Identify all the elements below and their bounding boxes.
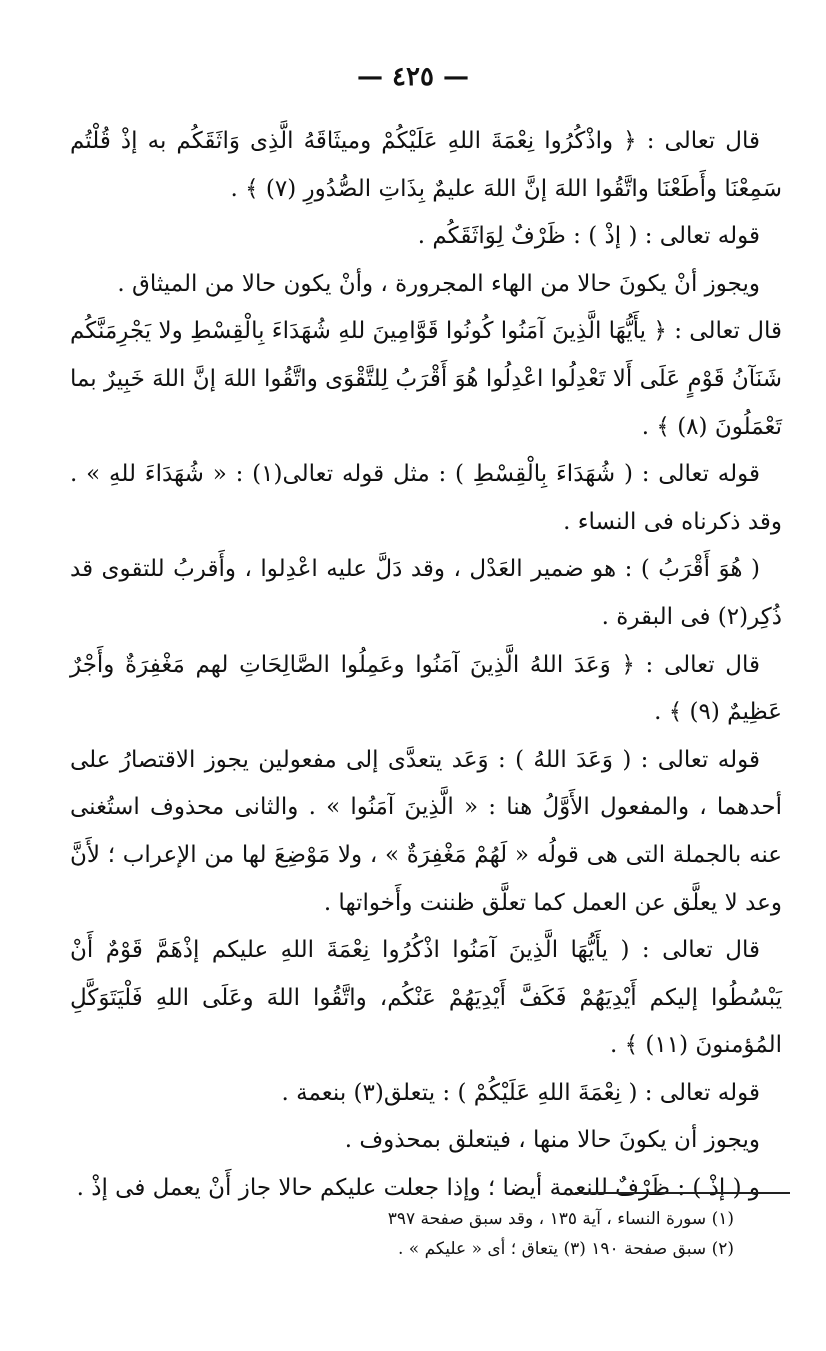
footnotes <box>214 1204 734 1264</box>
paragraph-commentary: قوله تعالى : ( نِعْمَةَ اللهِ عَلَيْكُمْ ) : يتعلق(٣) بنعمة . <box>281 1079 760 1106</box>
paragraph-verse-9: قال تعالى : ﴿ وَعَدَ اللهُ الَّذِينَ آمَنُوا وعَمِلُوا الصَّالِحَاتِ لهم مَغْفِرَةٌ وأَجْرٌ عَظِيمٌ (٩) ﴾ . <box>70 651 782 726</box>
footnote: (١) سورة النساء ، آية ١٣٥ ، وقد سبق صفحة ٣٩٧ <box>387 1209 734 1229</box>
paragraph-verse-8: قال تعالى : ﴿ يأَيُّهَا الَّذِينَ آمَنُوا كُونُوا قَوَّامِينَ للهِ شُهَدَاءَ بِالْقِسْطِ ولا يَجْرِمَنَّكُم شَنَآنُ قَوْمٍ عَلَى أَلا تَعْدِلُوا اعْدِلُوا هُوَ أَقْرَبُ لِلتَّقْوَى واتَّقُوا اللهَ إنَّ اللهَ خَبِيرٌ بما تَعْمَلُونَ (٨) ﴾ . <box>69 318 782 440</box>
paragraph-commentary: ويجوز أن يكونَ حالا منها ، فيتعلق بمحذوف . <box>344 1127 760 1154</box>
paragraph-commentary: ويجوز أنْ يكونَ حالا من الهاء المجرورة ، وأنْ يكون حالا من الميثاق . <box>117 270 760 297</box>
paragraph-commentary: قوله تعالى : ( إذْ ) : ظَرْفٌ لِوَاثَقَكُم . <box>417 223 760 250</box>
paragraph-commentary: قوله تعالى : ( شُهَدَاءَ بِالْقِسْطِ ) : مثل قوله تعالى(١) : « شُهَدَاءَ للهِ » . وقد ذكرناه فى النساء . <box>70 461 782 535</box>
main-text <box>70 118 782 1213</box>
paragraph-commentary: ( هُوَ أَقْرَبُ ) : هو ضمير العَدْل ، وقد دَلَّ عليه اعْدِلوا ، وأَقربُ للتقوى قد ذُكِر(٢) فى البقرة . <box>70 556 782 630</box>
footnote: (٢) سبق صفحة ١٩٠ (٣) يتعاق ؛ أى « عليكم » . <box>397 1239 734 1259</box>
page-number: — ٤٢٥ — <box>356 62 470 92</box>
paragraph-commentary: و ( إذْ ) : ظَرْفٌ للنعمة أيضا ؛ وإذا جعلت عليكم حالا جاز أَنْ يعمل فى إذْ . <box>76 1175 760 1202</box>
paragraph-verse-7: قال تعالى : ﴿ واذْكُرُوا نِعْمَةَ اللهِ عَلَيْكُمْ وميثَاقَهُ الَّذِى وَاثَقَكُم به إذْ قُلْتُم سَمِعْنَا وأَطَعْنَا واتَّقُوا اللهَ إنَّ اللهَ عليمٌ بِذَاتِ الصُّدُورِ (٧) ﴾ . <box>70 128 782 202</box>
paragraph-commentary: قوله تعالى : ( وَعَدَ اللهُ ) : وَعَد يتعدَّى إلى مفعولين يجوز الاقتصارُ على أحدهما ، والمفعول الأَوَّلُ هنا : « الَّذِينَ آمَنُوا » . والثانى محذوف استُغنى عنه بالجملة التى هى قولُه « لَهُمْ مَغْفِرَةٌ » ، ولا مَوْضِعَ لها من الإعراب ؛ لأَنَّ وعد لا يعلَّق عن العمل كما تعلَّق ظننت وأَخواتها . <box>70 746 782 916</box>
paragraph-verse-11: قال تعالى : ( يأَيُّهَا الَّذِينَ آمَنُوا اذْكُرُوا نِعْمَةَ اللهِ عليكم إذْهَمَّ قَوْمٌ أَنْ يَبْسُطُوا إليكم أَيْدِيَهُمْ فَكَفَّ أَيْدِيَهُمْ عَنْكُم، واتَّقُوا اللهَ وعَلَى اللهِ فَلْيَتَوَكَّلِ المُؤمنونَ (١١) ﴾ . <box>70 937 782 1059</box>
footnote-divider <box>575 1192 790 1194</box>
